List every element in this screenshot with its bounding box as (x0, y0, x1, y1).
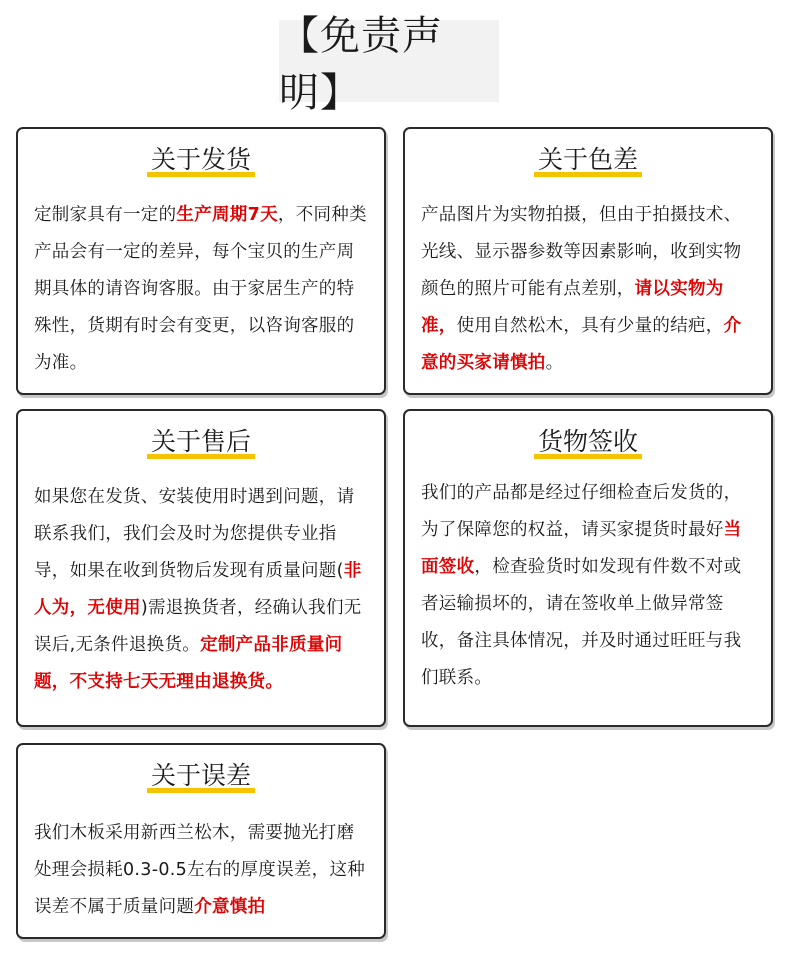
card-body (421, 197, 757, 382)
card-body (34, 197, 370, 382)
body-text: 。 (545, 353, 564, 373)
highlight-text: 生产周期7天 (176, 205, 278, 225)
body-text: 使用自然松木，具有少量的结疤， (456, 316, 724, 336)
title-banner (279, 13, 499, 116)
page-title: 【免责声明】 (279, 13, 443, 116)
card-title: 关于误差 (147, 757, 255, 795)
body-text: ，检查验货时如发现有件数不对或者运输损坏的，请在签收单上做异常签收，备注具体情况，并及时通过旺旺与我们联系。 (421, 557, 742, 688)
card-color-difference (403, 127, 773, 395)
card-body (34, 815, 370, 926)
highlight-text: 非人为，无使用 (34, 561, 362, 618)
card-title: 关于色差 (534, 141, 642, 179)
body-text: 如果您在发货、安装使用时遇到问题，请联系我们，我们会及时为您提供专业指导，如果在收到货物后发现有质量问题( (34, 487, 355, 581)
body-text: ，不同种类产品会有一定的差异，每个宝贝的生产周期具体的请咨询客服。由于家居生产的特殊性，货期有时会有变更，以咨询客服的为准。 (34, 205, 367, 373)
card-goods-signing (403, 409, 773, 727)
card-title: 关于发货 (147, 141, 255, 179)
highlight-text: 介意慎拍 (194, 897, 266, 917)
card-tolerance (16, 743, 386, 939)
card-body (34, 479, 370, 701)
body-text: 我们的产品都是经过仔细检查后发货的，为了保障您的权益，请买家提货时最好 (421, 483, 742, 540)
card-body (421, 475, 757, 697)
highlight-text: 介意的买家请慎拍 (421, 316, 742, 373)
card-title: 关于售后 (147, 423, 255, 461)
highlight-text: 当面签收 (421, 520, 742, 577)
card-after-sale (16, 409, 386, 727)
body-text: 产品图片为实物拍摄，但由于拍摄技术、光线、显示器参数等因素影响，收到实物颜色的照片可能有点差别， (421, 205, 742, 299)
card-title: 货物签收 (534, 423, 642, 461)
highlight-text: 请以实物为准， (421, 279, 724, 336)
body-text: 我们木板采用新西兰松木，需要抛光打磨处理会损耗0.3-0.5左右的厚度误差，这种误差不属于质量问题 (34, 823, 366, 917)
body-text: 定制家具有一定的 (34, 205, 177, 225)
highlight-text: 定制产品非质量问题，不支持七天无理由退换货。 (34, 635, 343, 692)
body-text: )需退换货者，经确认我们无误后,无条件退换货。 (34, 598, 362, 655)
card-shipping (16, 127, 386, 395)
